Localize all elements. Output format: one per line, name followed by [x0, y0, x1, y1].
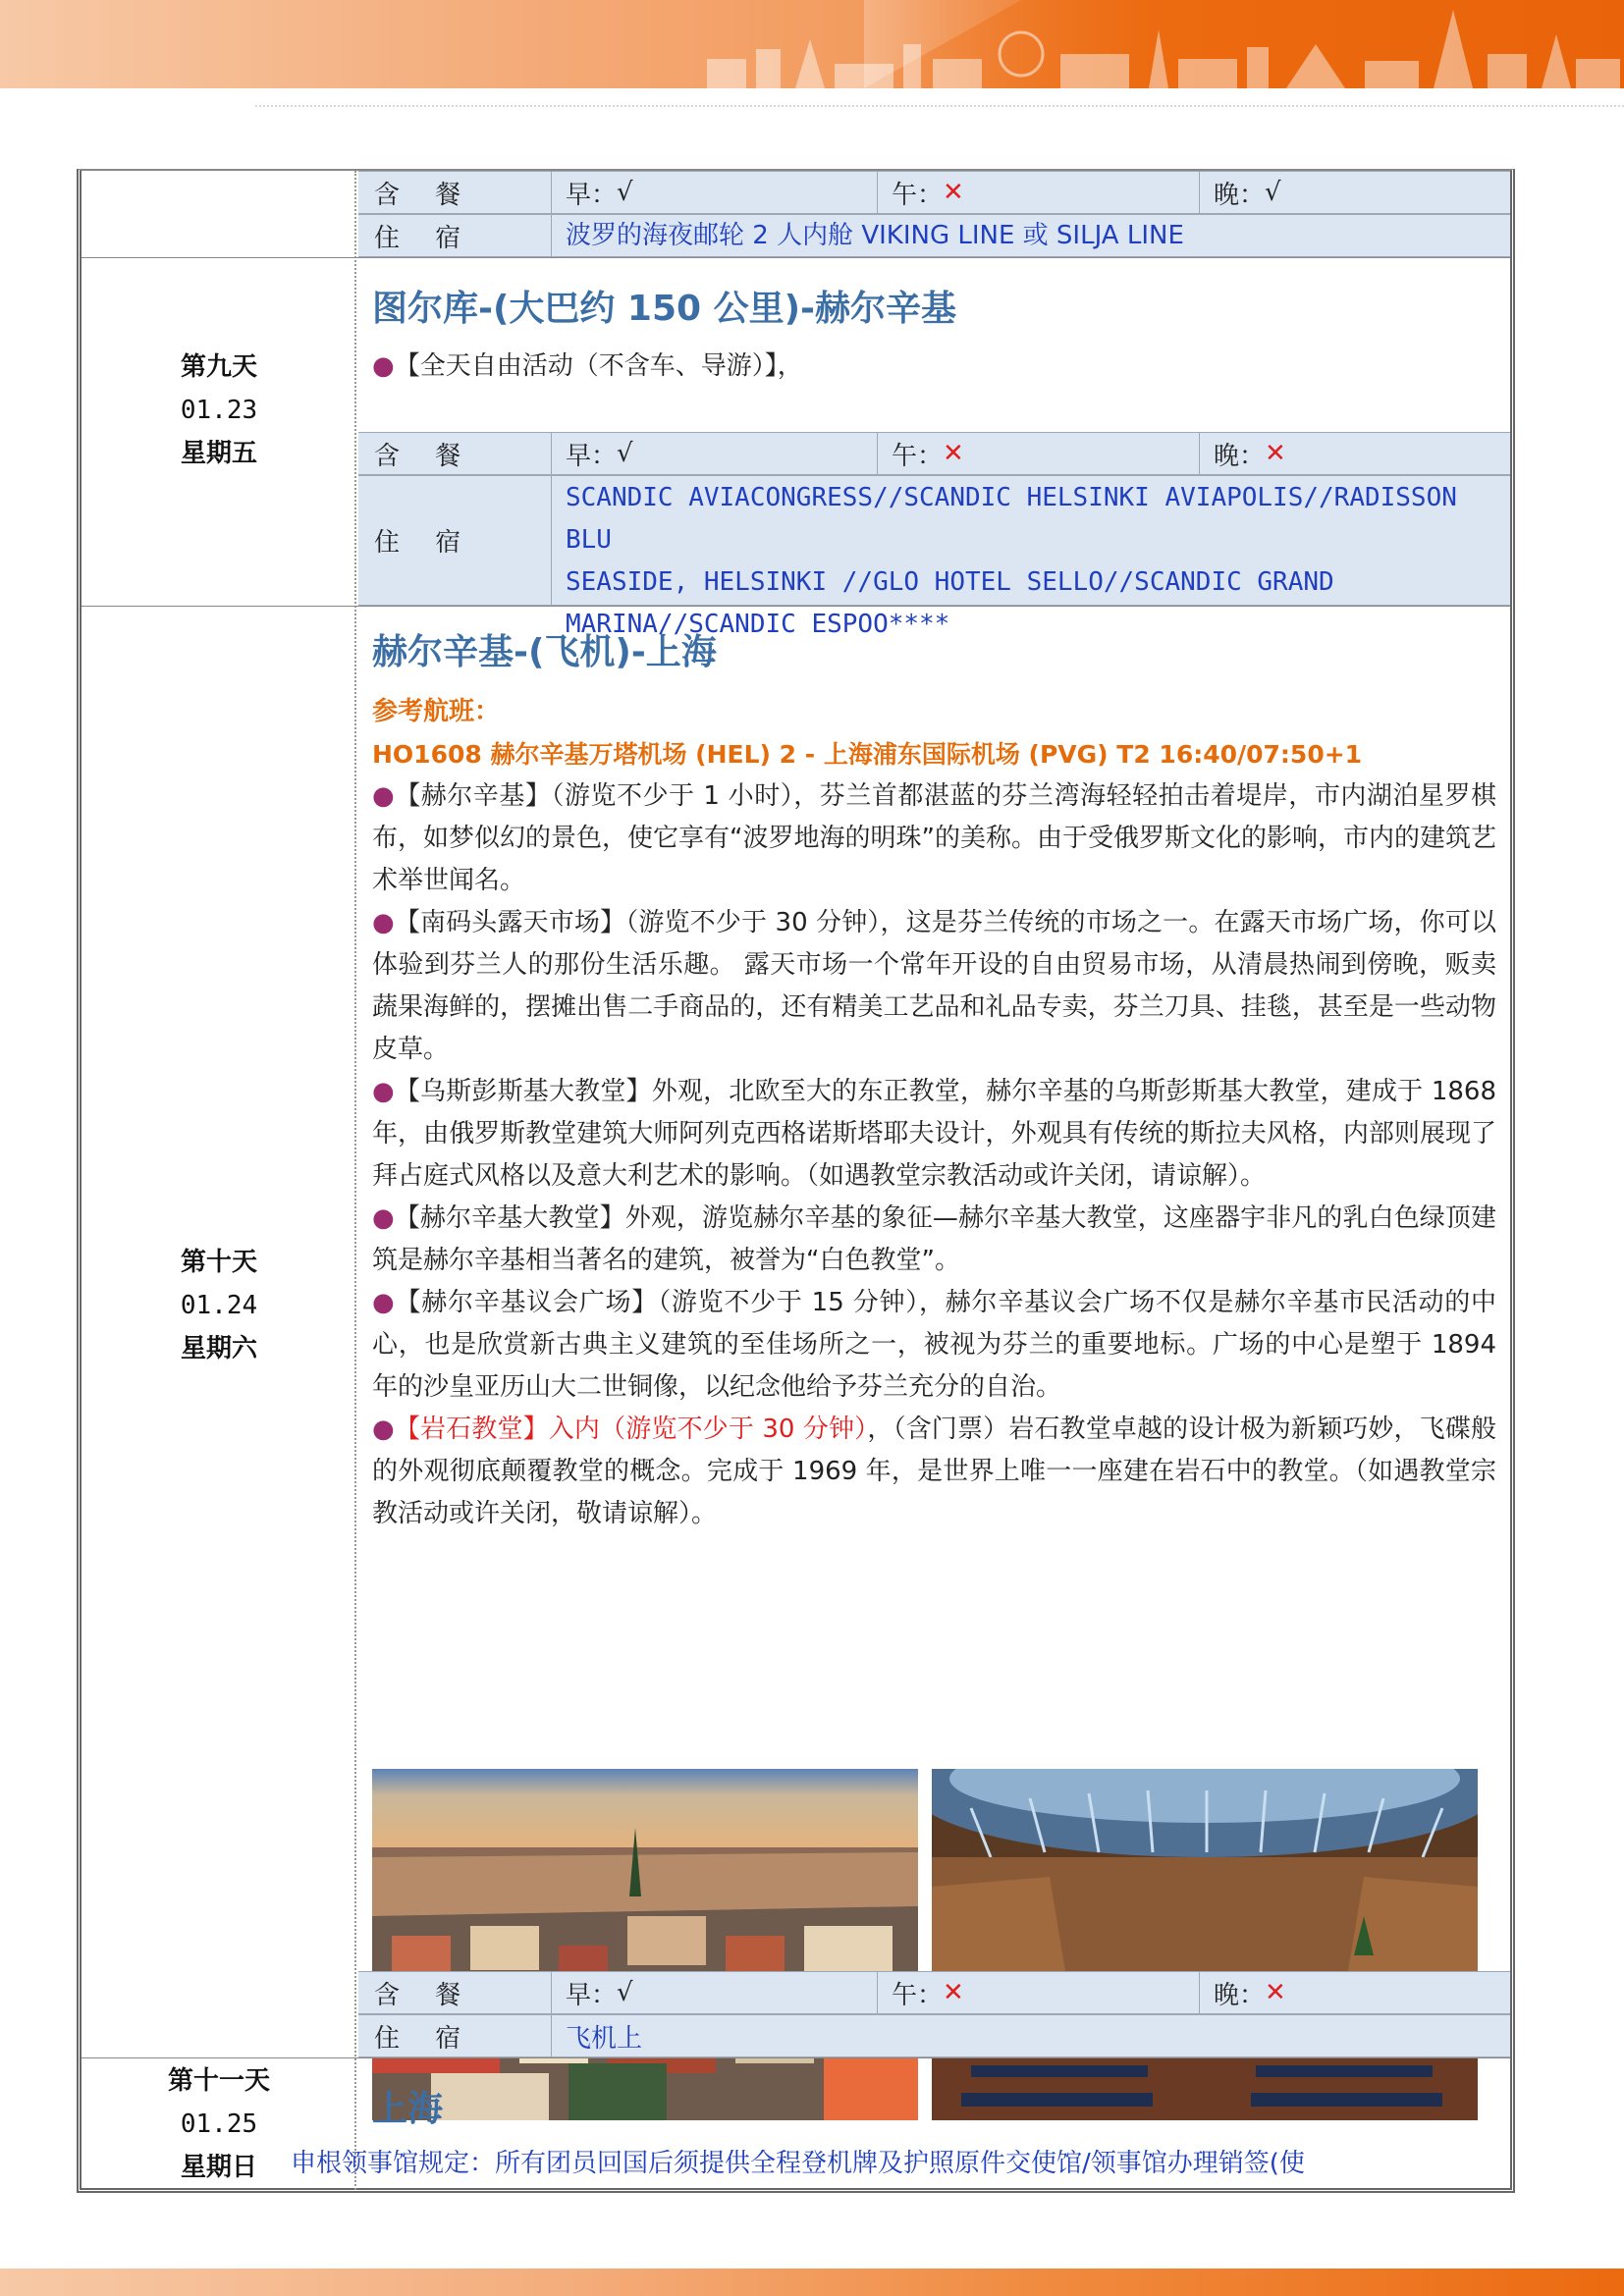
cross-mark: ✕	[1265, 1978, 1286, 2007]
day-weekday: 星期六	[180, 1334, 257, 1363]
bullet-icon: ●	[372, 781, 396, 811]
bullet-icon: ●	[372, 1288, 396, 1317]
bullet-icon: ●	[372, 908, 395, 937]
lunch-cell: 午： ✕	[877, 433, 1199, 474]
hotel-label: 住 宿	[374, 528, 475, 558]
flight-info: HO1608 赫尔辛基万塔机场 (HEL) 2 - 上海浦东国际机场 (PVG) T2 16:40/07:50+1	[372, 740, 1363, 769]
day-number: 第十天	[180, 1248, 257, 1277]
bullet-icon: ●	[372, 351, 395, 381]
day-separator	[81, 606, 1510, 607]
check-mark: √	[1265, 178, 1281, 207]
day-date: 01.23	[180, 396, 258, 425]
breakfast-cell: 早： √	[551, 172, 877, 213]
day-number: 第九天	[180, 352, 257, 382]
attraction-item: ●【南码头露天市场】（游览不少于 30 分钟），这是芬兰传统的市场之一。在露天市场广场，你可以体验到芬兰人的那份生活乐趣。 露天市场一个常年开设的自由贸易市场，从清晨热闹到傍晚，贩卖蔬果海鲜的，摆摊出售二手商品的，还有精美工艺品和礼品专卖，芬兰刀具、挂毯，甚至是一些动物皮草。	[372, 908, 1496, 1064]
header-banner	[0, 0, 1624, 88]
day10-hotel-row	[358, 2014, 1510, 2057]
hotel-label: 住 宿	[374, 2023, 475, 2054]
header-divider	[255, 105, 1624, 107]
meal-label: 含 餐	[374, 180, 475, 210]
city-skyline-icon	[687, 10, 1624, 88]
lunch-cell: 午： ✕	[877, 172, 1199, 213]
day8-hotel-row	[358, 214, 1510, 257]
attraction-item-rock-church: ●【岩石教堂】入内（游览不少于 30 分钟），（含门票）岩石教堂卓越的设计极为新颖巧妙，飞碟般的外观彻底颠覆教堂的概念。完成于 1969 年，是世界上唯一一座建在岩石中的教堂。（如遇教堂宗教活动或许关闭，敬请谅解）。	[372, 1415, 1496, 1528]
hotel-label: 住 宿	[374, 223, 475, 253]
day9-route: 图尔库-(大巴约 150 公里)-赫尔辛基	[372, 289, 957, 329]
attraction-item: ●【乌斯彭斯基大教堂】外观，北欧至大的东正教堂，赫尔辛基的乌斯彭斯基大教堂，建成于 1868 年，由俄罗斯教堂建筑大师阿列克西格诺斯塔耶夫设计，外观具有传统的斯拉夫风格，内部则展现了拜占庭式风格以及意大利艺术的影响。（如遇教堂宗教活动或许关闭，请谅解）。	[372, 1077, 1496, 1191]
lunch-cell: 午： ✕	[877, 1972, 1199, 2013]
rock-church-interior-photo	[932, 1769, 1478, 2120]
day10-meal-row	[358, 1971, 1510, 2014]
hotel-value: 波罗的海夜邮轮 2 人内舱 VIKING LINE 或 SILJA LINE	[551, 215, 1510, 256]
check-mark: √	[617, 178, 633, 207]
day-weekday: 星期五	[180, 439, 257, 468]
dinner-cell: 晚： √	[1199, 172, 1510, 213]
day11-route: 上海	[372, 2089, 444, 2129]
day-date: 01.24	[180, 1291, 258, 1320]
dinner-cell: 晚： ✕	[1199, 433, 1510, 474]
attraction-item: ●【赫尔辛基】（游览不少于 1 小时），芬兰首都湛蓝的芬兰湾海轻轻拍击着堤岸，市内湖泊星罗棋布，如梦似幻的景色，使它享有“波罗地海的明珠”的美称。由于受俄罗斯文化的影响，市内的建筑艺术举世闻名。	[372, 781, 1496, 895]
schengen-notice: 申根领事馆规定：所有团员回国后须提供全程登机牌及护照原件交使馆/领事馆办理销签(使	[291, 2149, 1305, 2178]
breakfast-cell: 早： √	[551, 1972, 877, 2013]
helsinki-aerial-photo	[372, 1769, 918, 2120]
day9-label	[81, 346, 356, 475]
meal-label: 含 餐	[374, 441, 475, 471]
day-date: 01.25	[180, 2109, 258, 2139]
itinerary-table	[77, 169, 1515, 2193]
meal-label: 含 餐	[374, 1980, 475, 2010]
day-separator	[81, 2057, 1510, 2058]
day10-route: 赫尔辛基-(飞机)-上海	[372, 632, 717, 672]
bullet-icon: ●	[372, 1415, 395, 1444]
day9-meal-row	[358, 432, 1510, 475]
flight-label: 参考航班：	[372, 697, 501, 726]
breakfast-cell: 早： √	[551, 433, 877, 474]
attraction-item: ●【赫尔辛基大教堂】外观，游览赫尔辛基的象征—赫尔辛基大教堂，这座器宇非凡的乳白色绿顶建筑是赫尔辛基相当著名的建筑，被誉为“白色教堂”。	[372, 1203, 1496, 1275]
attraction-item: ●【赫尔辛基议会广场】（游览不少于 15 分钟），赫尔辛基议会广场不仅是赫尔辛基市民活动的中心，也是欣赏新古典主义建筑的至佳场所之一，被视为芬兰的重要地标。广场的中心是塑于 1894 年的沙皇亚历山大二世铜像，以纪念他给予芬兰充分的自治。	[372, 1288, 1496, 1402]
day-number: 第十一天	[167, 2066, 270, 2096]
day9-hotel-row	[358, 475, 1510, 639]
cross-mark: ✕	[1265, 439, 1286, 468]
day9-activity: ●【全天自由活动（不含车、导游）】，	[372, 351, 803, 381]
photo-image-icon	[372, 1769, 918, 2120]
day-separator	[81, 257, 1510, 258]
check-mark: √	[617, 439, 633, 468]
hotel-value: SCANDIC AVIACONGRESS//SCANDIC HELSINKI AVIAPOLIS//RADISSON BLU SEASIDE, HELSINKI //GLO HOTEL SELLO//SCANDIC GRAND MARINA//SCANDIC ESPOO****	[551, 476, 1510, 605]
check-mark: √	[617, 1978, 633, 2007]
day-weekday: 星期日	[180, 2153, 257, 2182]
dinner-cell: 晚： ✕	[1199, 1972, 1510, 2013]
photo-image-icon	[932, 1769, 1478, 2120]
attraction-list	[372, 775, 1496, 1535]
hotel-value: 飞机上	[551, 2015, 1510, 2056]
cross-mark: ✕	[943, 178, 964, 207]
day10-label	[81, 1241, 356, 1370]
day8-meal-row	[358, 171, 1510, 214]
bullet-icon: ●	[372, 1077, 395, 1106]
cross-mark: ✕	[943, 1978, 964, 2007]
footer-banner	[0, 2269, 1624, 2296]
bullet-icon: ●	[372, 1203, 395, 1233]
cross-mark: ✕	[943, 439, 964, 468]
